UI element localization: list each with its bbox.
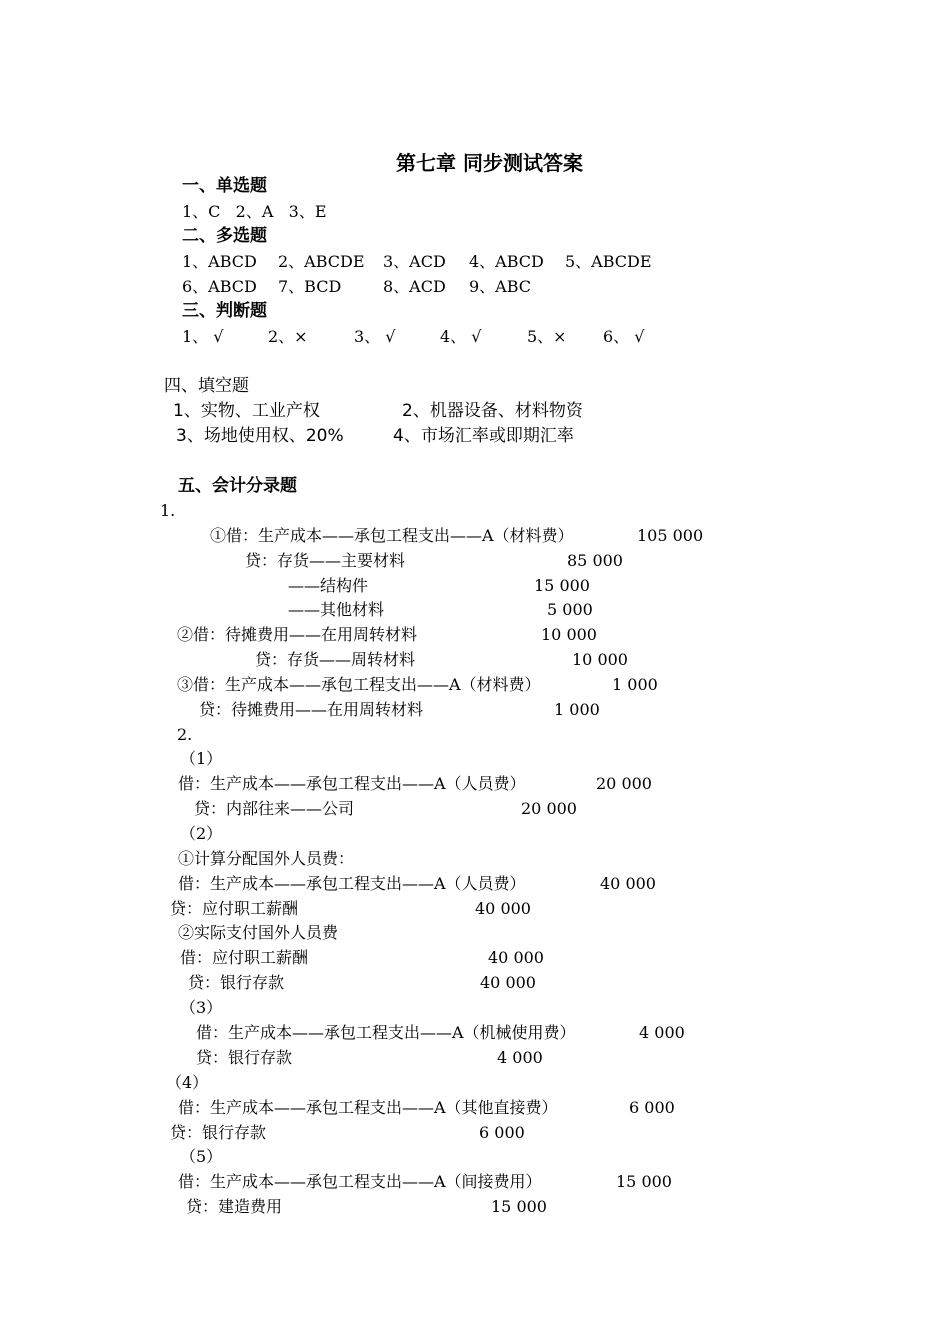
journal-line-text: 借：生产成本——承包工程支出——A（机械使用费） — [196, 1023, 576, 1042]
journal-line-text: 贷：银行存款 — [188, 973, 285, 992]
journal-line-amount: 105 000 — [637, 526, 704, 545]
journal-line-text: （1） — [180, 749, 223, 768]
journal-line-amount: 15 000 — [534, 576, 590, 595]
fill-blank-heading: 四、填空题 — [164, 376, 249, 396]
journal-line-text: 贷：待摊费用——在用周转材料 — [199, 700, 424, 719]
journal-heading: 五、会计分录题 — [178, 476, 297, 496]
journal-line-amount: 1 000 — [554, 700, 600, 719]
journal-line-text: ——结构件 — [288, 576, 369, 595]
multi-answer: 4、ABCD — [469, 252, 544, 271]
journal-line-amount: 15 000 — [491, 1197, 547, 1216]
tf-answer: 5、× — [527, 327, 567, 346]
journal-line-text: 1. — [160, 501, 176, 520]
true-false-heading: 三、判断题 — [182, 301, 267, 321]
journal-line-text: （2） — [180, 824, 223, 843]
journal-line-text: ②实际支付国外人员费 — [178, 923, 339, 942]
page-title: 第七章 同步测试答案 — [396, 151, 583, 175]
journal-line-amount: 40 000 — [480, 973, 536, 992]
tf-answer: 1、 √ — [182, 327, 224, 346]
journal-line-text: 贷：内部往来——公司 — [194, 799, 355, 818]
tf-answer: 3、 √ — [354, 327, 396, 346]
journal-line-text: ③借：生产成本——承包工程支出——A（材料费） — [177, 675, 541, 694]
journal-line-text: 借：生产成本——承包工程支出——A（间接费用） — [178, 1172, 542, 1191]
fill-blank-item: 3、场地使用权、20% — [176, 426, 344, 446]
multi-answer: 3、ACD — [383, 252, 446, 271]
tf-answer: 6、 √ — [603, 327, 645, 346]
journal-line-amount: 1 000 — [612, 675, 658, 694]
multi-answer: 9、ABC — [469, 277, 532, 296]
journal-line-amount: 6 000 — [629, 1098, 675, 1117]
fill-blank-item: 2、机器设备、材料物资 — [402, 401, 583, 421]
journal-line-text: 借：应付职工薪酬 — [180, 948, 309, 967]
journal-line-amount: 6 000 — [479, 1123, 525, 1142]
tf-answer: 4、 √ — [440, 327, 482, 346]
journal-line-amount: 40 000 — [600, 874, 656, 893]
multi-answer: 2、ABCDE — [278, 252, 365, 271]
journal-line-amount: 85 000 — [567, 551, 623, 570]
journal-line-amount: 15 000 — [616, 1172, 672, 1191]
fill-blank-item: 1、实物、工业产权 — [173, 401, 320, 421]
fill-blank-item: 4、市场汇率或即期汇率 — [393, 426, 574, 446]
journal-line-text: ②借：待摊费用——在用周转材料 — [177, 625, 418, 644]
single-choice-answers: 1、C 2、A 3、E — [182, 202, 327, 221]
journal-line-text: 贷：存货——周转材料 — [255, 650, 416, 669]
journal-line-text: 贷：银行存款 — [196, 1048, 293, 1067]
multi-choice-heading: 二、多选题 — [182, 226, 267, 246]
journal-line-text: 贷：银行存款 — [170, 1123, 267, 1142]
tf-answer: 2、× — [268, 327, 308, 346]
multi-answer: 6、ABCD — [182, 277, 257, 296]
journal-line-text: 贷：建造费用 — [186, 1197, 283, 1216]
journal-line-text: ——其他材料 — [288, 600, 385, 619]
journal-line-amount: 10 000 — [541, 625, 597, 644]
journal-line-amount: 4 000 — [497, 1048, 543, 1067]
multi-answer: 5、ABCDE — [565, 252, 652, 271]
journal-line-text: ①计算分配国外人员费： — [178, 849, 355, 868]
multi-answer: 8、ACD — [383, 277, 446, 296]
journal-line-amount: 4 000 — [639, 1023, 685, 1042]
journal-line-amount: 20 000 — [596, 774, 652, 793]
journal-line-text: 2. — [177, 725, 193, 744]
single-choice-heading: 一、单选题 — [182, 176, 267, 196]
journal-line-amount: 20 000 — [521, 799, 577, 818]
journal-line-text: 借：生产成本——承包工程支出——A（人员费） — [178, 774, 526, 793]
journal-line-text: ①借：生产成本——承包工程支出——A（材料费） — [210, 526, 574, 545]
journal-line-text: 借：生产成本——承包工程支出——A（人员费） — [178, 874, 526, 893]
journal-line-amount: 5 000 — [547, 600, 593, 619]
journal-line-text: （4） — [166, 1073, 209, 1092]
multi-answer: 1、ABCD — [182, 252, 257, 271]
journal-line-text: 贷：存货——主要材料 — [245, 551, 406, 570]
multi-answer: 7、BCD — [278, 277, 342, 296]
journal-line-text: （3） — [180, 998, 223, 1017]
journal-line-text: 借：生产成本——承包工程支出——A（其他直接费） — [178, 1098, 558, 1117]
journal-line-amount: 40 000 — [488, 948, 544, 967]
journal-line-amount: 40 000 — [475, 899, 531, 918]
journal-line-amount: 10 000 — [572, 650, 628, 669]
journal-line-text: 贷：应付职工薪酬 — [170, 899, 299, 918]
journal-line-text: （5） — [180, 1147, 223, 1166]
